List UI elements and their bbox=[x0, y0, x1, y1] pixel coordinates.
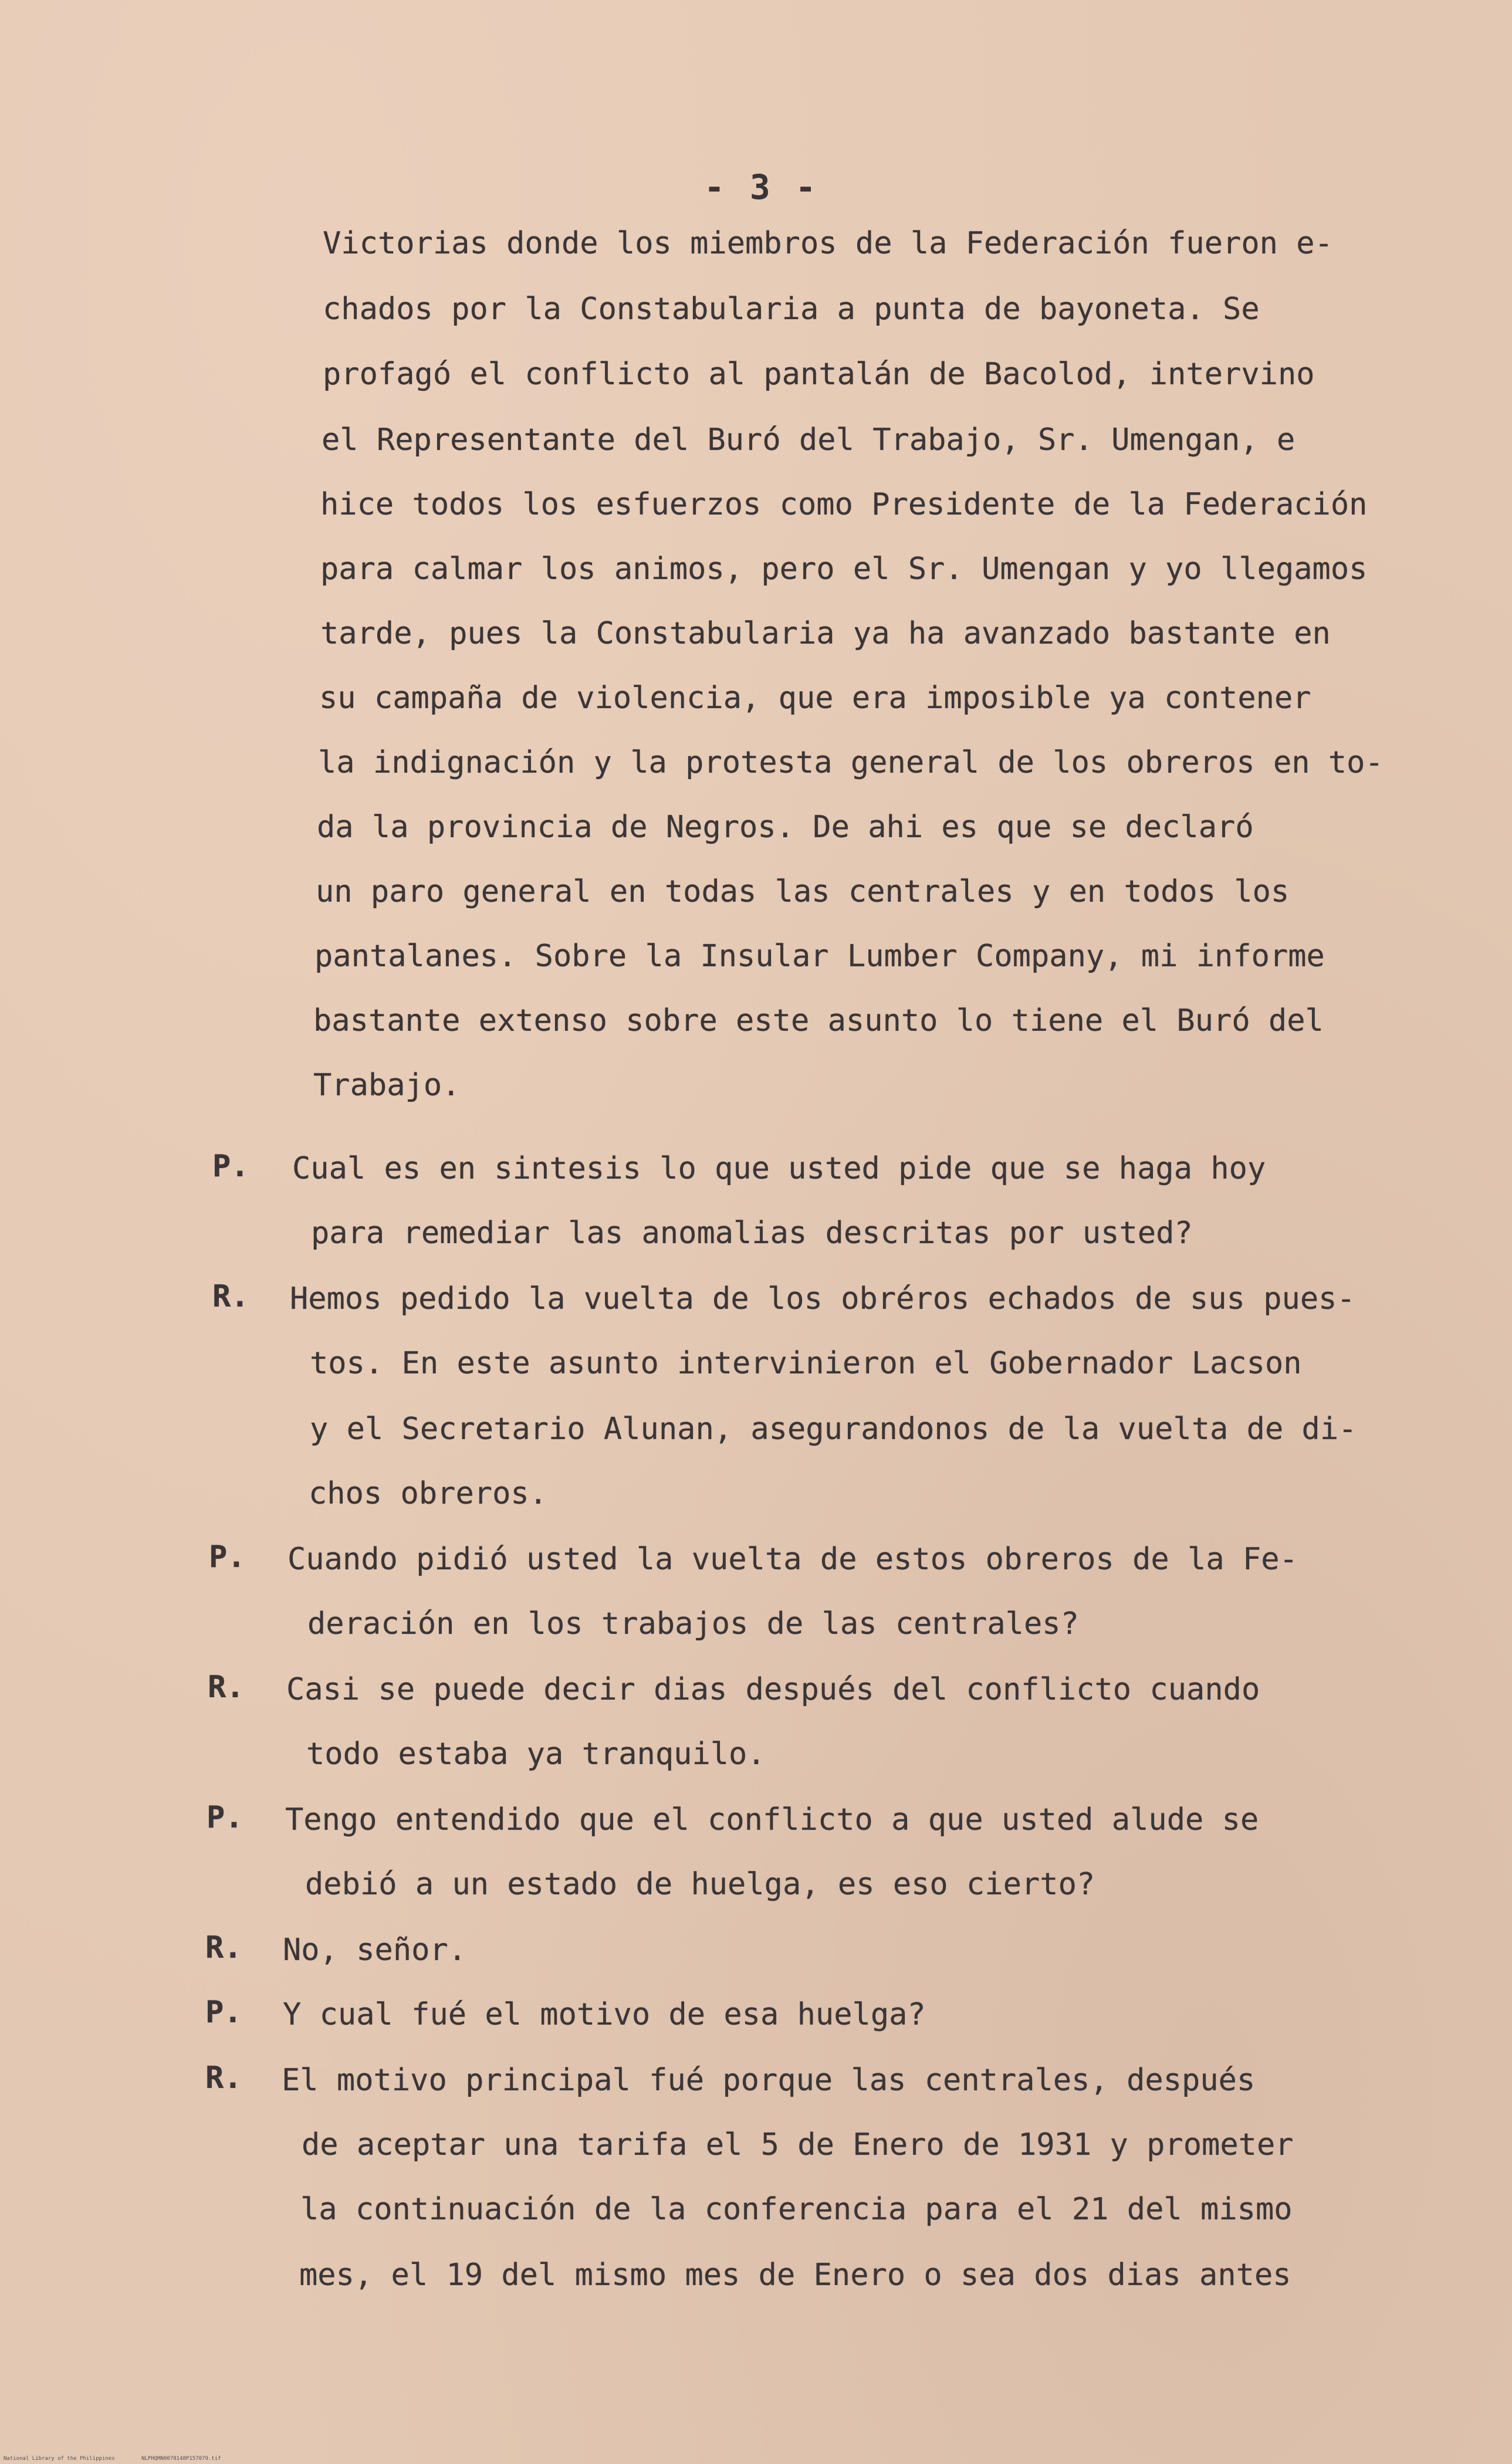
qa-line: Y cual fué el motivo de esa huelga? bbox=[283, 1997, 926, 2032]
paragraph-line: para calmar los animos, pero el Sr. Umengan y yo llegamos bbox=[320, 551, 1368, 587]
page-number: - 3 - bbox=[704, 167, 818, 207]
paragraph-line: el Representante del Buró del Trabajo, Sr. Umengan, e bbox=[322, 422, 1295, 458]
qa-line: mes, el 19 del mismo mes de Enero o sea dos dias antes bbox=[299, 2257, 1291, 2293]
footer-file-id: NLPHQMN0078148P157079.tif bbox=[141, 2456, 221, 2462]
qa-line: deración en los trabajos de las centrales? bbox=[307, 1606, 1079, 1641]
qa-line: la continuación de la conferencia para el 21 del mismo bbox=[300, 2192, 1293, 2227]
qa-line: Casi se puede decir dias después del conflicto cuando bbox=[286, 1672, 1260, 1707]
paragraph-line: Trabajo. bbox=[313, 1068, 461, 1103]
qa-marker: R. bbox=[205, 1930, 242, 1965]
qa-line: todo estaba ya tranquilo. bbox=[306, 1737, 766, 1772]
paragraph-line: su campaña de violencia, que era imposible ya contener bbox=[319, 681, 1311, 716]
scan-footer bbox=[4, 2456, 245, 2462]
footer-library: National Library of the Philippines bbox=[4, 2456, 115, 2462]
qa-marker: P. bbox=[205, 1995, 242, 2030]
qa-line: tos. En este asunto intervinieron el Gobernador Lacson bbox=[310, 1346, 1302, 1381]
qa-marker: P. bbox=[212, 1149, 249, 1184]
qa-marker: R. bbox=[208, 1670, 245, 1705]
qa-line: El motivo principal fué porque las centrales, después bbox=[282, 2063, 1256, 2098]
paragraph-line: bastante extenso sobre este asunto lo tiene el Buró del bbox=[313, 1003, 1324, 1038]
qa-marker: R. bbox=[212, 1279, 249, 1314]
paragraph-line: da la provincia de Negros. De ahi es que se declaró bbox=[317, 810, 1254, 845]
qa-line: de aceptar una tarifa el 5 de Enero de 1931 y prometer bbox=[302, 2127, 1294, 2162]
paragraph-line: Victorias donde los miembros de la Federación fueron e- bbox=[323, 226, 1333, 261]
qa-line: Hemos pedido la vuelta de los obréros echados de sus pues- bbox=[290, 1281, 1355, 1316]
qa-line: Cual es en sintesis lo que usted pide que se haga hoy bbox=[292, 1151, 1266, 1186]
paragraph-line: chados por la Constabularia a punta de bayoneta. Se bbox=[323, 292, 1260, 327]
paragraph-line: tarde, pues la Constabularia ya ha avanzado bastante en bbox=[320, 616, 1331, 651]
qa-line: debió a un estado de huelga, es eso cierto? bbox=[305, 1867, 1095, 1902]
qa-line: chos obreros. bbox=[309, 1476, 547, 1511]
qa-line: No, señor. bbox=[283, 1932, 467, 1968]
paragraph-line: hice todos los esfuerzos como Presidente de la Federación bbox=[320, 487, 1368, 522]
qa-line: Tengo entendido que el conflicto a que usted alude se bbox=[285, 1802, 1259, 1837]
paragraph-line: la indignación y la protesta general de los obreros en to- bbox=[318, 745, 1384, 780]
paragraph-line: pantalanes. Sobre la Insular Lumber Company, mi informe bbox=[314, 939, 1325, 974]
qa-marker: P. bbox=[207, 1800, 243, 1835]
qa-line: para remediar las anomalias descritas por usted? bbox=[311, 1216, 1193, 1251]
qa-marker: P. bbox=[209, 1539, 246, 1575]
paragraph-line: un paro general en todas las centrales y en todos los bbox=[316, 874, 1290, 909]
qa-marker: R. bbox=[205, 2060, 242, 2096]
qa-line: y el Secretario Alunan, asegurandonos de la vuelta de di- bbox=[310, 1412, 1357, 1447]
qa-line: Cuando pidió usted la vuelta de estos obreros de la Fe- bbox=[287, 1542, 1298, 1577]
paragraph-line: profagó el conflicto al pantalán de Bacolod, intervino bbox=[323, 357, 1315, 392]
